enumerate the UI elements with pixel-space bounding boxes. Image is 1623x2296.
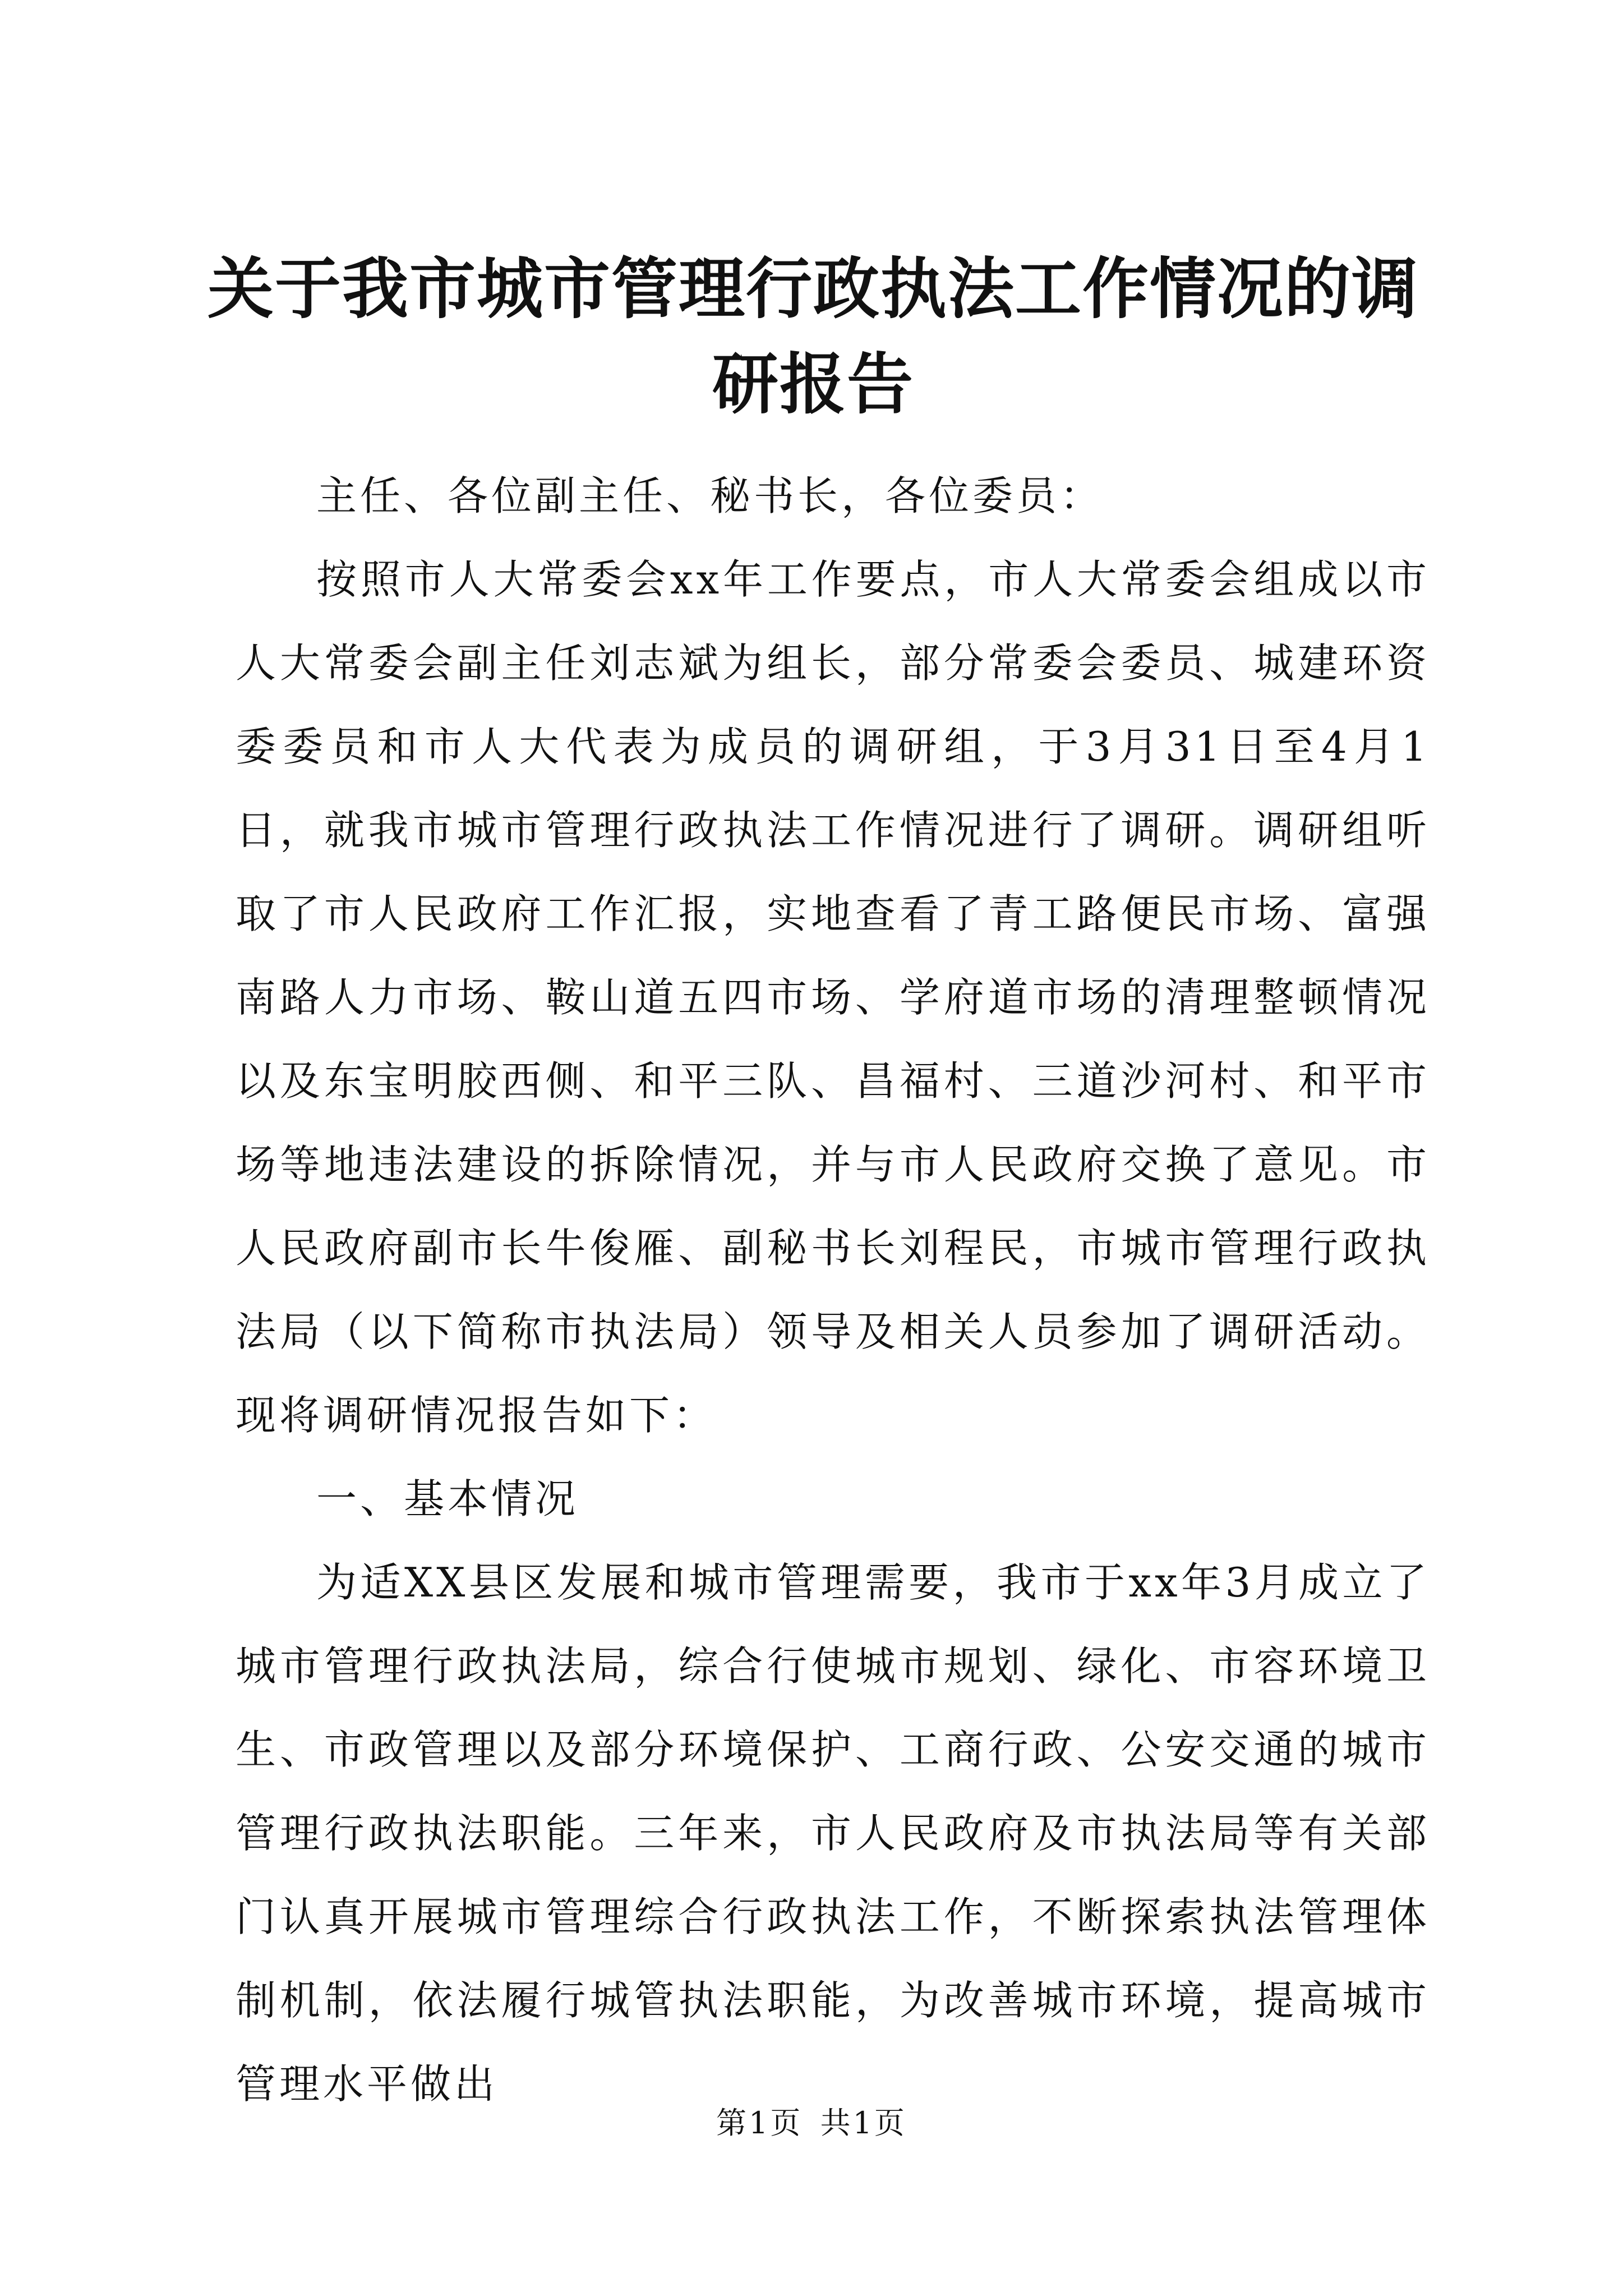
- document-body: [236, 454, 1430, 2126]
- basic-situation-paragraph: 为适XX县区发展和城市管理需要，我市于xx年3月成立了城市管理行政执法局，综合行使城市规划、绿化、市容环境卫生、市政管理以及部分环境保护、工商行政、公安交通的城市管理行政执法职能。三年来，市人民政府及市执法局等有关部门认真开展城市管理综合行政执法工作，不断探索执法管理体制机制，依法履行城管执法职能，为改善城市环境，提高城市管理水平做出: [236, 1559, 1430, 2108]
- page-number-footer: 第1页 共1页: [716, 2105, 907, 2141]
- section-heading: 一、基本情况: [316, 1475, 579, 1522]
- intro-paragraph: 按照市人大常委会xx年工作要点，市人大常委会组成以市人大常委会副主任刘志斌为组长，部分常委会委员、城建环资委委员和市人大代表为成员的调研组，于3月31日至4月1日，就我市城市管理行政执法工作情况进行了调研。调研组听取了市人民政府工作汇报，实地查看了青工路便民市场、富强南路人力市场、鞍山道五四市场、学府道市场的清理整顿情况以及东宝明胶西侧、和平三队、昌福村、三道沙河村、和平市场等地违法建设的拆除情况，并与市人民政府交换了意见。市人民政府副市长牛俊雁、副秘书长刘程民，市城市管理行政执法局（以下简称市执法局）领导及相关人员参加了调研活动。现将调研情况报告如下：: [236, 556, 1430, 1439]
- document-title: 关于我市城市管理行政执法工作情况的调研报告: [207, 250, 1419, 423]
- salutation-paragraph: 主任、各位副主任、秘书长，各位委员：: [316, 472, 1104, 519]
